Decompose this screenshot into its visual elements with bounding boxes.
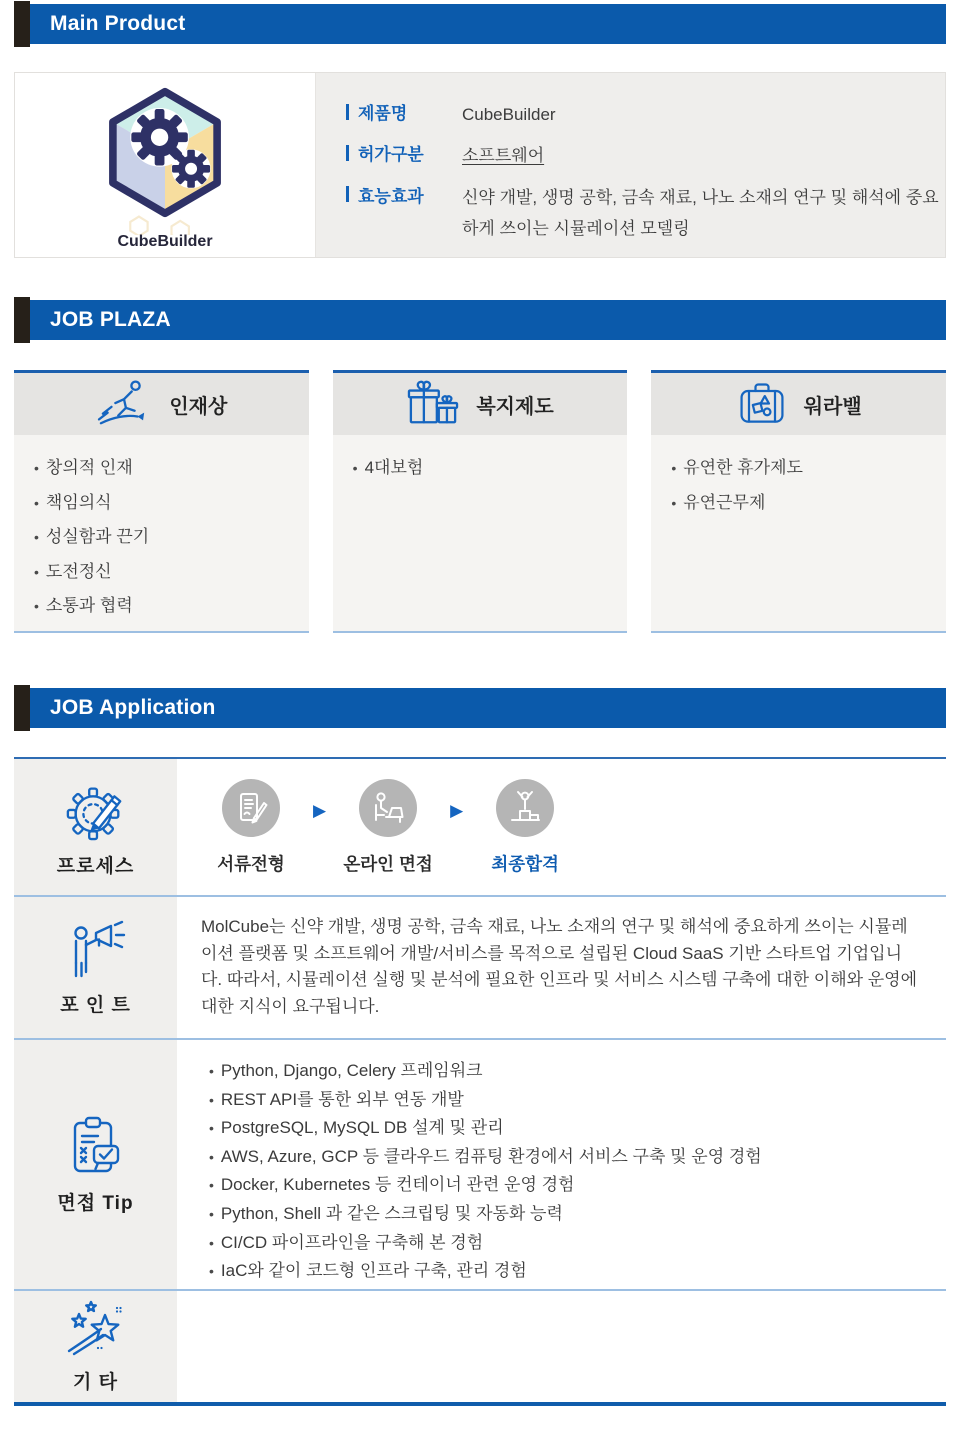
application-table [14, 757, 946, 1406]
process-content [177, 759, 946, 895]
tip-content [177, 1040, 946, 1289]
section-title-job-plaza: JOB PLAZA [50, 308, 171, 331]
list-item: • 유연한 휴가제도 [671, 451, 936, 486]
label-bar-icon [346, 104, 349, 120]
section-title-main-product: Main Product [50, 12, 186, 35]
list-item: • AWS, Azure, GCP 등 클라우드 컴퓨팅 환경에서 서비스 구축 및 운영 경험 [209, 1143, 946, 1172]
row-label-cell [14, 1040, 177, 1289]
product-logo [15, 73, 316, 257]
online-interview-icon [368, 788, 408, 828]
list-item: • 창의적 인재 [34, 451, 299, 486]
list-item: • 유연근무제 [671, 486, 936, 521]
header-accent-tab [14, 297, 30, 343]
cubebuilder-logo-icon [97, 83, 233, 235]
step-circle [496, 779, 554, 837]
talent-list [34, 451, 299, 624]
list-item: • CI/CD 파이프라인을 구축해 본 경험 [209, 1229, 946, 1258]
column-title: 워라밸 [803, 395, 862, 418]
list-item: • 도전정신 [34, 555, 299, 590]
section-header-main-product [14, 4, 946, 44]
section-header-job-plaza [14, 300, 946, 340]
arrow-right-icon: ▶ [450, 801, 464, 820]
product-field [346, 99, 945, 130]
list-item: • PostgreSQL, MySQL DB 설계 및 관리 [209, 1114, 946, 1143]
list-item: • Python, Django, Celery 프레임워크 [209, 1057, 946, 1086]
process-step [477, 779, 573, 876]
product-field [346, 182, 945, 245]
runner-icon [95, 379, 153, 429]
column-benefits [333, 370, 628, 633]
list-item: • 책임의식 [34, 486, 299, 521]
gift-icon [406, 379, 460, 429]
product-fields [316, 73, 945, 257]
product-card [14, 72, 946, 258]
row-label-cell [14, 759, 177, 895]
label-bar-icon [346, 145, 349, 161]
plaza-columns [14, 370, 946, 633]
process-steps [177, 759, 946, 876]
column-body [651, 435, 946, 631]
column-title: 인재상 [169, 395, 228, 418]
column-header [14, 373, 309, 435]
point-content [177, 897, 946, 1038]
field-label: 효능효과 [346, 182, 462, 207]
list-item: • Docker, Kubernetes 등 컨테이너 관련 운영 경험 [209, 1171, 946, 1200]
etc-content [177, 1291, 946, 1402]
row-label: 프로세스 [56, 855, 135, 877]
table-row-tip [14, 1040, 946, 1291]
list-item: • 4대보험 [353, 451, 618, 486]
step-circle [359, 779, 417, 837]
clipboard-check-icon [67, 1114, 125, 1178]
product-field [346, 140, 945, 171]
row-label: 포 인 트 [60, 995, 131, 1016]
row-label: 면접 Tip [57, 1193, 134, 1214]
worklife-list [671, 451, 936, 520]
gear-pencil-icon [64, 777, 128, 841]
column-talent [14, 370, 309, 633]
list-item: • 소통과 협력 [34, 589, 299, 624]
column-header [651, 373, 946, 435]
worklife-suitcase-icon [736, 380, 788, 428]
tip-list [177, 1040, 946, 1286]
field-label: 제품명 [346, 99, 462, 124]
logo-caption: CubeBuilder [117, 233, 213, 250]
field-value: CubeBuilder [462, 105, 556, 124]
process-step [203, 779, 299, 876]
section-header-job-application [14, 688, 946, 728]
field-value: 소프트웨어 [462, 146, 545, 166]
step-circle [222, 779, 280, 837]
header-accent-tab [14, 685, 30, 731]
label-bar-icon [346, 186, 349, 202]
step-label: 서류전형 [217, 854, 285, 874]
field-value: 신약 개발, 생명 공학, 금속 재료, 나노 소재의 연구 및 해석에 중요하게 쓰이는 시뮬레이션 모델링 [462, 187, 939, 239]
list-item: • 성실함과 끈기 [34, 520, 299, 555]
table-row-etc [14, 1291, 946, 1406]
arrow-right-icon: ▶ [313, 801, 327, 820]
row-label-cell [14, 897, 177, 1038]
list-item: • IaC와 같이 코드형 인프라 구축, 관리 경험 [209, 1257, 946, 1286]
field-label: 허가구분 [346, 140, 462, 165]
step-label: 최종합격 [491, 854, 559, 874]
column-title: 복지제도 [476, 395, 554, 418]
table-row-process [14, 759, 946, 897]
column-worklife [651, 370, 946, 633]
column-body [14, 435, 309, 631]
step-label: 온라인 면접 [343, 854, 433, 874]
row-label-cell [14, 1291, 177, 1402]
process-step [340, 779, 436, 876]
column-header [333, 373, 628, 435]
list-item: • Python, Shell 과 같은 스크립팅 및 자동화 능력 [209, 1200, 946, 1229]
table-row-point [14, 897, 946, 1040]
megaphone-person-icon [66, 918, 126, 980]
column-body [333, 435, 628, 631]
header-accent-tab [14, 1, 30, 47]
document-icon [231, 788, 271, 828]
benefits-list [353, 451, 618, 486]
list-item: • REST API를 통한 외부 연동 개발 [209, 1086, 946, 1115]
shooting-star-icon [65, 1299, 127, 1357]
point-paragraph: MolCube는 신약 개발, 생명 공학, 금속 재료, 나노 소재의 연구 및 해석에 중요하게 쓰이는 시뮬레이션 플랫폼 및 소프트웨어 개발/서비스를 목적으로 설립된 Cloud SaaS 기반 스타트업 기업입니다. 따라서, 시뮬레이션 실행 및 분석에 필요한 인프라 및 서비스 시스템 구축에 대한 이해와 운영에 대한 지식이 요구됩니다. [201, 917, 918, 1016]
row-label: 기 타 [73, 1372, 118, 1393]
winner-icon [505, 788, 545, 828]
section-title-job-application: JOB Application [50, 696, 216, 719]
